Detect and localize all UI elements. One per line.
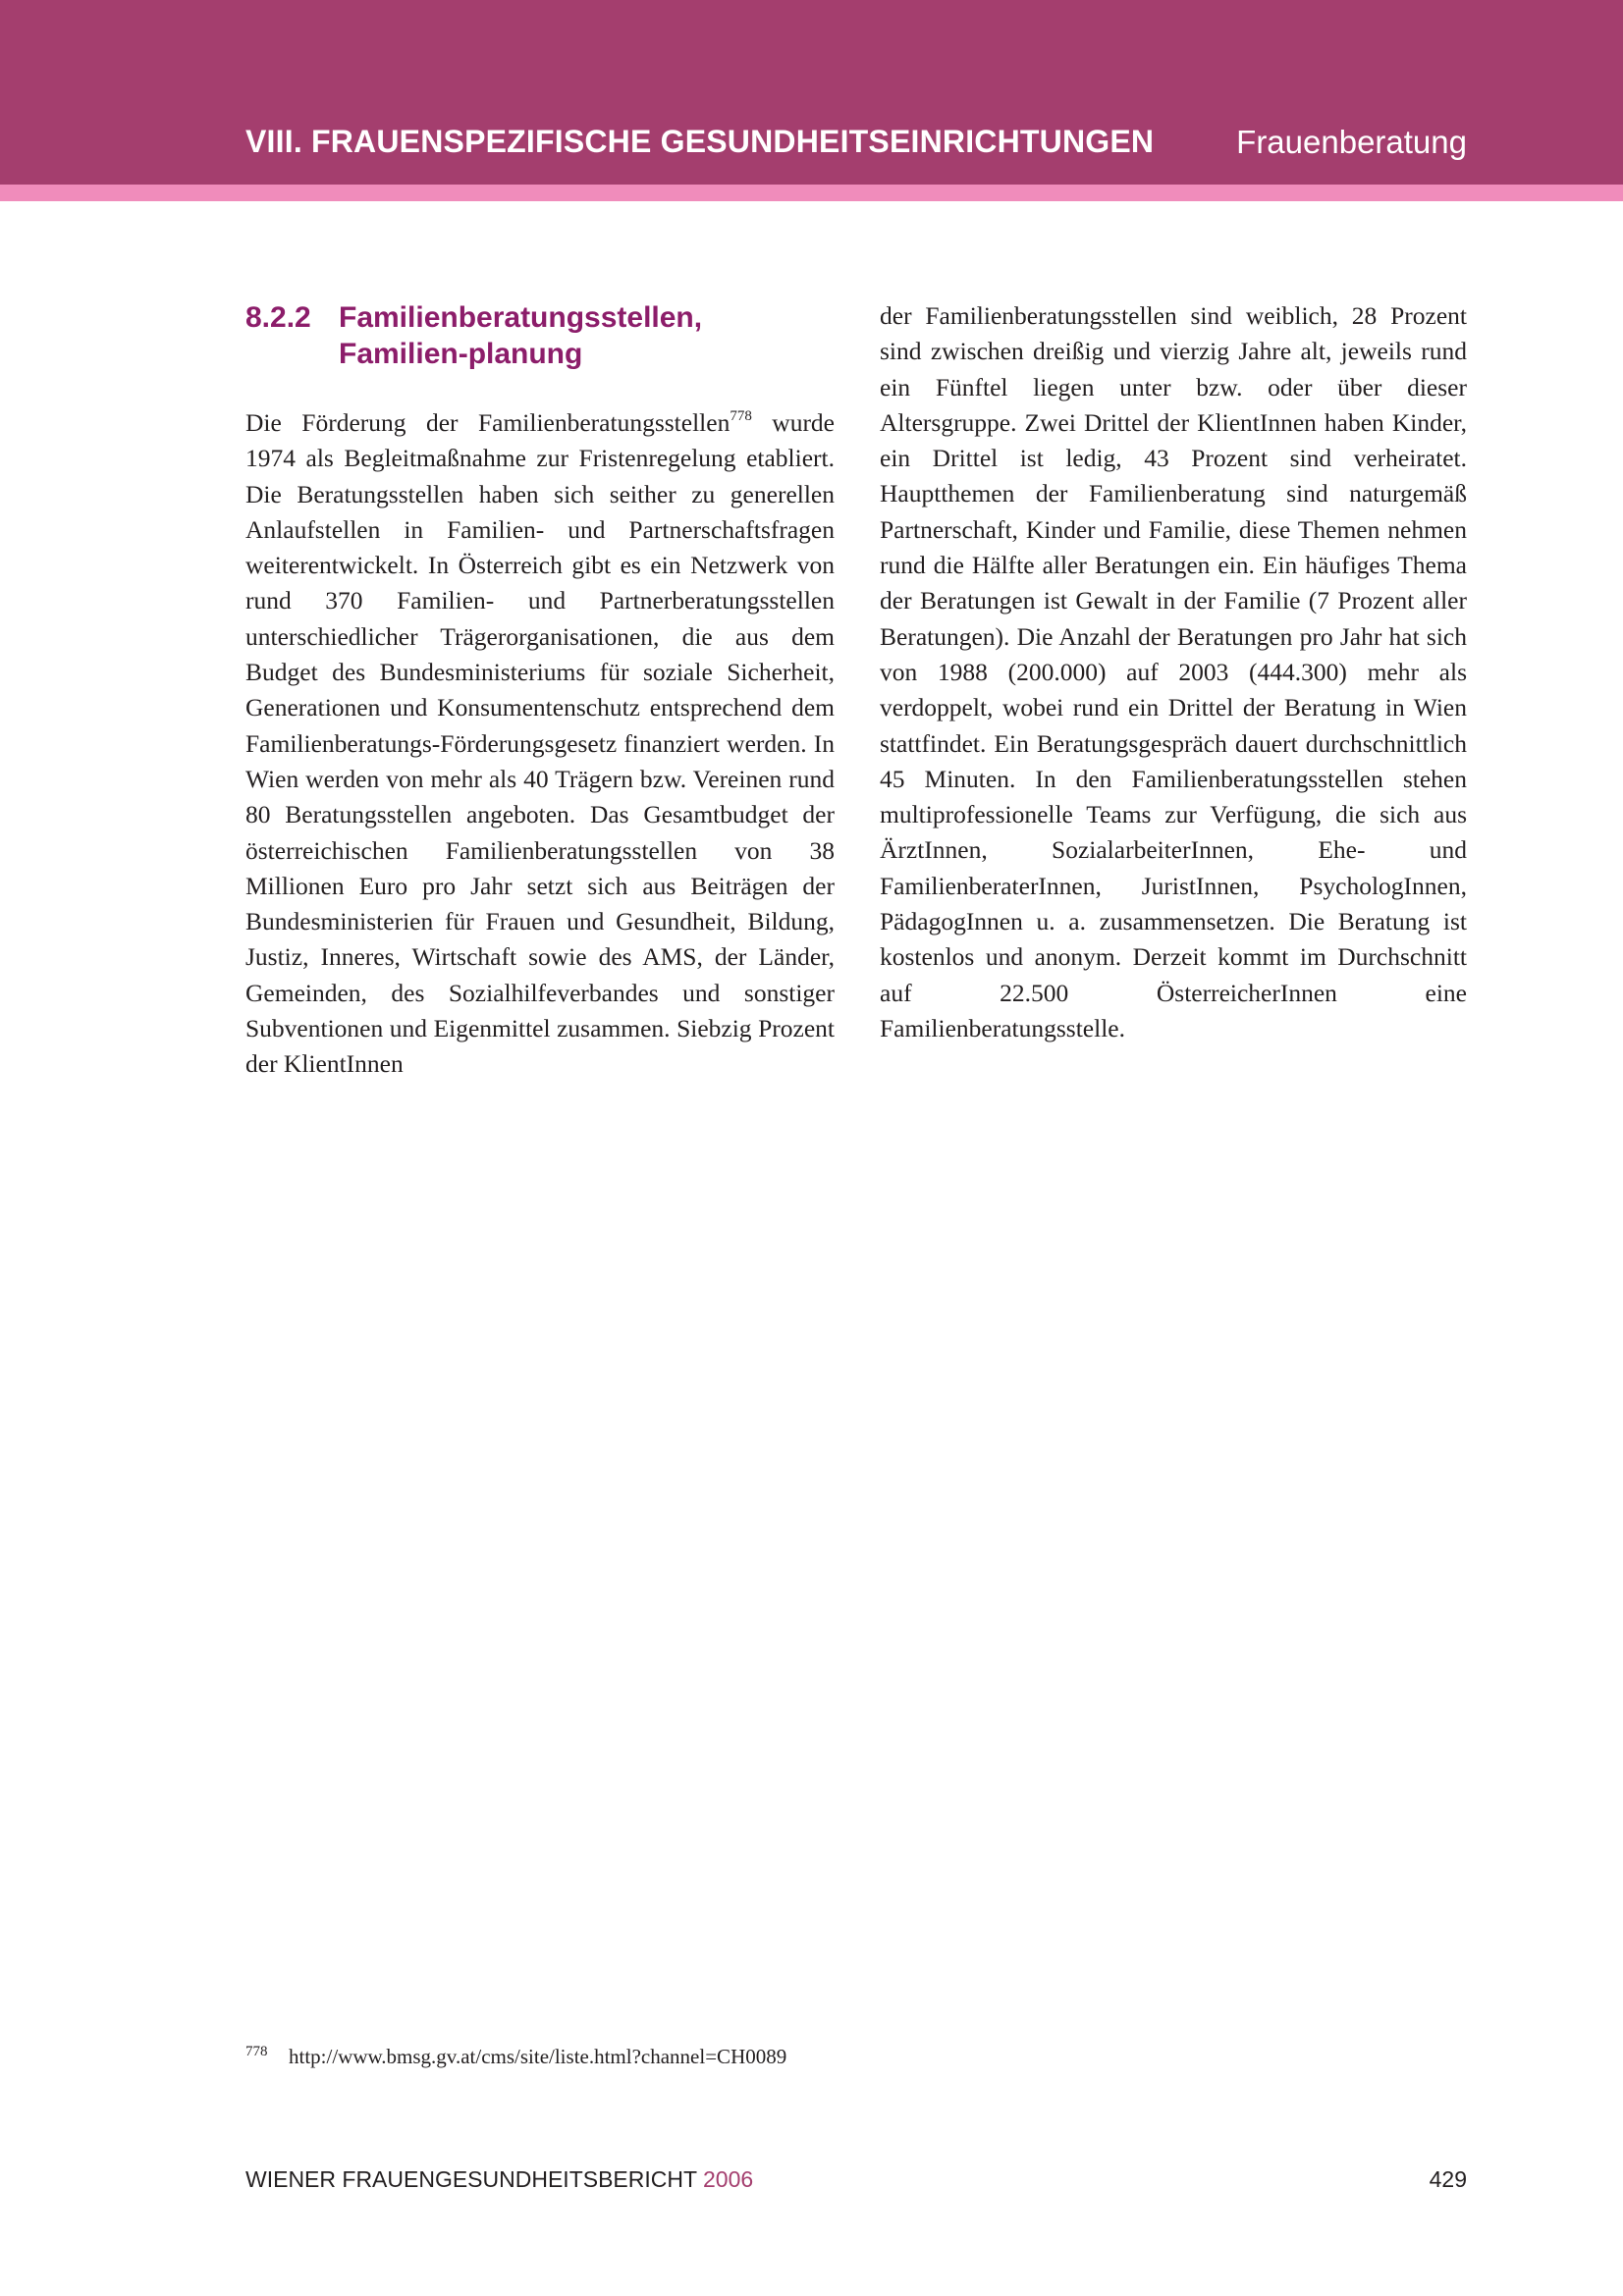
section-title: Familienberatungsstellen, Familien-planung <box>339 301 703 370</box>
footnote-link[interactable]: http://www.bmsg.gv.at/cms/site/liste.html?channel=CH0089 <box>289 2045 787 2068</box>
body-paragraph-right: der Familienberatungsstellen sind weiblich, 28 Prozent sind zwischen dreißig und vierzig Jahre alt, jeweils rund ein Fünftel liegen unter bzw. oder über dieser Altersgruppe. Zwei Drittel der KlientInnen haben Kinder, ein Drittel ist ledig, 43 Prozent sind verheiratet. Hauptthemen der Familienberatung sind naturgemäß Partnerschaft, Kinder und Familie, diese Themen nehmen rund die Hälfte aller Beratungen ein. Ein häufiges Thema der Beratungen ist Gewalt in der Familie (7 Prozent aller Beratungen). Die Anzahl der Beratungen pro Jahr hat sich von 1988 (200.000) auf 2003 (444.300) mehr als verdoppelt, wobei rund ein Drittel der Beratung in Wien stattfindet. Ein Beratungsgespräch dauert durchschnittlich 45 Minuten. In den Familienberatungsstellen stehen multiprofessionelle Teams zur Verfügung, die sich aus ÄrztInnen, SozialarbeiterInnen, Ehe- und FamilienberaterInnen, JuristInnen, PsychologInnen, PädagogInnen u. a. zusammensetzen. Die Beratung ist kostenlos und anonym. Derzeit kommt im Durchschnitt auf 22.500 ÖsterreicherInnen eine Familienberatungsstelle. <box>880 301 1467 1042</box>
header-stripe <box>0 185 1623 201</box>
section-heading <box>245 299 835 372</box>
body-text-after-ref: wurde 1974 als Begleitmaßnahme zur Fristenregelung etabliert. Die Beratungsstellen haben sich seither zu generellen Anlaufstellen in Familien- und Partnerschaftsfragen weiterentwickelt. In Österreich gibt es ein Netzwerk von rund 370 Familien- und Partnerberatungsstellen unterschiedlicher Trägerorganisationen, die aus dem Budget des Bundesministeriums für soziale Sicherheit, Generationen und Konsumentenschutz entsprechend dem Familienberatungs-Förderungsgesetz finanziert werden. In Wien werden von mehr als 40 Trägern bzw. Vereinen rund 80 Beratungsstellen angeboten. Das Gesamtbudget der österreichischen Familienberatungsstellen von 38 Millionen Euro pro Jahr setzt sich aus Beiträgen der Bundesministerien für Frauen und Gesundheit, Bildung, Justiz, Inneres, Wirtschaft sowie des AMS, der Länder, Gemeinden, des Sozialhilfeverbandes und sonstiger Subventionen und Eigenmittel zusammen. Siebzig Prozent der KlientInnen <box>245 408 836 1079</box>
body-text-before-ref: Die Förderung der Familienberatungsstellen <box>245 408 730 437</box>
body-column-right <box>880 298 1467 1046</box>
body-paragraph-left <box>245 405 835 1083</box>
page-number: 429 <box>1429 2166 1467 2192</box>
chapter-title: VIII. FRAUENSPEZIFISCHE GESUNDHEITSEINRICHTUNGEN <box>245 124 1155 159</box>
footer-title-text: WIENER FRAUENGESUNDHEITSBERICHT <box>245 2166 697 2192</box>
footer-report-title <box>245 2166 753 2193</box>
footnote <box>245 2044 786 2069</box>
body-column-left <box>245 405 835 1083</box>
footer-year: 2006 <box>703 2166 754 2192</box>
section-number: 8.2.2 <box>245 301 311 334</box>
section-label: Frauenberatung <box>1236 124 1467 160</box>
footnote-reference[interactable]: 778 <box>730 408 752 424</box>
footnote-number: 778 <box>245 2044 268 2059</box>
